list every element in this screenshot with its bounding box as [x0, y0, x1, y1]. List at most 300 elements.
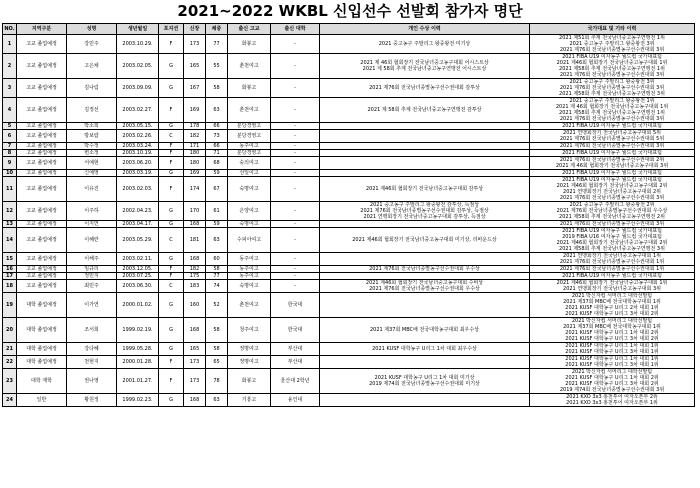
national-team-cell	[530, 177, 695, 202]
high-school: 숙명여고	[228, 221, 271, 228]
birth-date: 2003.10.29.	[117, 35, 159, 54]
university: -	[271, 123, 320, 130]
player-name: 김정선	[67, 98, 117, 123]
history-line: 2021 제58회 추계 전국남녀중고농구연맹전 3위	[559, 246, 665, 252]
history-line: 2021 제76회 전국남녀종별농구선수권대회 3위	[559, 72, 665, 78]
birth-date: 2003.06.20.	[117, 157, 159, 170]
birth-date: 2003.09.09.	[117, 79, 159, 98]
header-high-school: 출신 고교	[228, 24, 271, 35]
high-school: 청주여고	[228, 318, 271, 343]
history-line: 2021 KUSF 대학농구 U리그 3차 대회 2위	[565, 381, 659, 387]
awards-cell	[320, 253, 530, 266]
division-cell: 고교 졸업예정	[17, 221, 67, 228]
history-line: 2021 KUSF 대학농구 U리그 2차 대회 1위	[565, 305, 659, 311]
award-line: 2021 제 46회 협회장기 전국남녀중고농구대회 어시스트상	[360, 60, 489, 66]
university: -	[271, 221, 320, 228]
national-team-cell	[530, 343, 695, 356]
height: 168	[184, 394, 206, 407]
awards-cell	[320, 157, 530, 170]
history-line: 2021 중고농구 주말리그 왕중왕전 2위	[569, 202, 655, 208]
awards-cell	[320, 356, 530, 369]
birth-date: 2003.04.17.	[117, 221, 159, 228]
awards-cell	[320, 123, 530, 130]
player-name: 이유진	[67, 177, 117, 202]
division-cell: 고교 졸업예정	[17, 253, 67, 266]
national-team-cell	[530, 35, 695, 54]
height: 183	[184, 280, 206, 293]
height: 169	[184, 98, 206, 123]
awards-cell	[320, 228, 530, 253]
university: -	[271, 253, 320, 266]
national-team-cell	[530, 202, 695, 221]
table-row	[3, 394, 695, 407]
row-number: 19	[3, 293, 17, 318]
history-line: 2021 연맹회장기 전국남녀중고농구대회 3위	[563, 286, 661, 292]
row-number: 9	[3, 157, 17, 170]
university: 한국대	[271, 318, 320, 343]
table-row	[3, 266, 695, 273]
division-cell: 대학 졸업예정	[17, 318, 67, 343]
high-school: 분당경영고	[228, 150, 271, 157]
university: -	[271, 157, 320, 170]
player-name: 박수정	[67, 143, 117, 150]
player-name: 강민주	[67, 35, 117, 54]
national-team-cell	[530, 280, 695, 293]
position: G	[159, 170, 184, 177]
award-line: 2021 제76회 전국남녀종별농구선수권대회 감투상	[369, 85, 480, 91]
awards-cell	[320, 343, 530, 356]
division-cell: 대학 졸업예정	[17, 293, 67, 318]
history-line: 2021 제37회 MBC배 전국대학농구대회 1위	[563, 324, 661, 330]
position: F	[159, 266, 184, 273]
table-row	[3, 293, 695, 318]
height: 165	[184, 343, 206, 356]
university: -	[271, 35, 320, 54]
row-number: 11	[3, 177, 17, 202]
division-cell: 고교 졸업예정	[17, 150, 67, 157]
weight: 67	[206, 177, 228, 202]
division-cell: 고교 졸업예정	[17, 177, 67, 202]
position: G	[159, 221, 184, 228]
weight: 58	[206, 343, 228, 356]
height: 180	[184, 150, 206, 157]
award-line: 2021 제 58회 추계 전국남녀중고농구연맹전 감투상	[367, 107, 482, 113]
player-name: 이해주	[67, 253, 117, 266]
player-name: 고은채	[67, 54, 117, 79]
player-name: 황원정	[67, 394, 117, 407]
history-line: 2021 제 46회 협회장기 전국남녀중고농구대회 3위	[555, 163, 669, 169]
award-line: 2021 중고농구 주말리그 왕중왕전 미기상	[378, 41, 471, 47]
awards-cell	[320, 130, 530, 143]
award-line: 2021 제46회 협회장기 전국남녀중고농구대회 감투상	[365, 186, 484, 192]
birth-date: 2003.02.11.	[117, 253, 159, 266]
weight: 66	[206, 123, 228, 130]
division-cell: 고교 졸업예정	[17, 157, 67, 170]
row-number: 22	[3, 356, 17, 369]
height: 178	[184, 123, 206, 130]
awards-cell	[320, 143, 530, 150]
table-row	[3, 221, 695, 228]
header-awards: 개인 수상 이력	[320, 24, 530, 35]
history-line: 2021 FIBA U19 여자농구 월드컵 국가대표팀	[562, 54, 662, 60]
history-line: 2021 KUSF 대학농구 U리그 3차 대회 2위	[565, 311, 659, 317]
player-name: 강다혜	[67, 343, 117, 356]
weight: 63	[206, 98, 228, 123]
row-number: 8	[3, 150, 17, 157]
height: 165	[184, 54, 206, 79]
history-line: 2021 제58회 추계 전국남녀중고농구연맹전 2위	[559, 214, 665, 220]
height: 180	[184, 157, 206, 170]
university: 부산대	[271, 343, 320, 356]
table-row	[3, 54, 695, 79]
awards-cell	[320, 177, 530, 202]
high-school: 화봉고	[228, 369, 271, 394]
player-name: 변소정	[67, 150, 117, 157]
position: C	[159, 228, 184, 253]
award-line: 2021 제76회 전국남녀종별농구선수권대회 우수상	[369, 286, 480, 292]
national-team-cell	[530, 273, 695, 280]
high-school: 동주여고	[228, 266, 271, 273]
height: 168	[184, 221, 206, 228]
header-row	[3, 24, 695, 35]
birth-date: 2001.01.27.	[117, 369, 159, 394]
position: F	[159, 369, 184, 394]
weight: 78	[206, 369, 228, 394]
height: 173	[184, 356, 206, 369]
birth-date: 2003.12.05.	[117, 266, 159, 273]
position: G	[159, 202, 184, 221]
award-line: 2021 제37회 MBC배 전국대학농구대회 최우수상	[369, 327, 480, 333]
birth-date: 2003.03.19.	[117, 170, 159, 177]
height: 182	[184, 266, 206, 273]
height: 160	[184, 293, 206, 318]
university: -	[271, 54, 320, 79]
awards-cell	[320, 293, 530, 318]
position: G	[159, 394, 184, 407]
row-number: 16	[3, 266, 17, 273]
history-line: 2021 중고농구 주말리그 왕중왕전 3위	[569, 79, 655, 85]
row-number: 18	[3, 280, 17, 293]
history-line: 2021 제76회 전국남녀종별농구선수권대회 3위	[559, 221, 665, 227]
history-line: 2021 제58회 추계 전국남녀중고농구연맹전 3위	[559, 91, 665, 97]
table-row	[3, 130, 695, 143]
national-team-cell	[530, 79, 695, 98]
header-division: 지역구분	[17, 24, 67, 35]
history-line: 2021 제76회 전국남녀종별농구선수권대회 3위	[559, 143, 665, 149]
award-line: 2019 제74회 전국남녀종별농구선수권대회 미기상	[369, 381, 480, 387]
header-name: 성명	[67, 24, 117, 35]
history-line: 2021 FIBA U19 여자농구 월드컵 국가대표팀	[562, 123, 662, 129]
weight: 65	[206, 356, 228, 369]
player-name: 신예영	[67, 170, 117, 177]
history-line: 2021 중고농구 주말리그 왕중왕전 3위	[569, 41, 655, 47]
birth-date: 2003.07.25.	[117, 273, 159, 280]
awards-cell	[320, 273, 530, 280]
weight: 74	[206, 280, 228, 293]
history-line: 2021 중고농구 주말리그 왕중왕전 1위	[569, 98, 655, 104]
division-cell: 대학 재학	[17, 369, 67, 394]
row-number: 2	[3, 54, 17, 79]
height: 170	[184, 202, 206, 221]
height: 169	[184, 170, 206, 177]
position: G	[159, 318, 184, 343]
history-line: 2021 제46회 협회장기 전국남녀중고농구대회 1위	[556, 280, 668, 286]
high-school: 정명여고	[228, 356, 271, 369]
row-number: 15	[3, 253, 17, 266]
history-line: 2021 제76회 전국남녀종별농구선수권대회 3위	[559, 195, 665, 201]
weight: 68	[206, 157, 228, 170]
university: -	[271, 202, 320, 221]
high-school: 온양여고	[228, 202, 271, 221]
weight: 58	[206, 266, 228, 273]
weight: 59	[206, 170, 228, 177]
high-school: 동주여고	[228, 273, 271, 280]
height: 171	[184, 143, 206, 150]
history-line: 2021 FIBA U19 여자농구 월드컵 국가대표팀	[562, 170, 662, 176]
awards-cell	[320, 221, 530, 228]
national-team-cell	[530, 253, 695, 266]
awards-cell	[320, 150, 530, 157]
table-row	[3, 150, 695, 157]
national-team-cell	[530, 356, 695, 369]
national-team-cell	[530, 293, 695, 318]
high-school: 선일여고	[228, 170, 271, 177]
player-name: 임규리	[67, 266, 117, 273]
table-row	[3, 369, 695, 394]
row-number: 7	[3, 143, 17, 150]
awards-cell	[320, 280, 530, 293]
weight: 63	[206, 228, 228, 253]
national-team-cell	[530, 369, 695, 394]
birth-date: 2003.02.27.	[117, 98, 159, 123]
row-number: 6	[3, 130, 17, 143]
position: C	[159, 280, 184, 293]
birth-date: 1999.05.28.	[117, 343, 159, 356]
national-team-cell	[530, 98, 695, 123]
player-name: 조서희	[67, 318, 117, 343]
height: 175	[184, 273, 206, 280]
height: 181	[184, 228, 206, 253]
birth-date: 2003.05.15.	[117, 123, 159, 130]
national-team-cell	[530, 130, 695, 143]
height: 167	[184, 79, 206, 98]
history-line: 2021 제76회 전국남녀종별농구선수권대회 5위	[559, 136, 665, 142]
history-line: 2021 KXO 3x3 홍천투어 여자오픈부 1위	[566, 400, 658, 406]
history-line: 2021 FIBA U19 여자농구 월드컵 국가대표팀	[562, 150, 662, 156]
history-line: 2021 제76회 전국남녀종별농구선수권대회 1위	[559, 259, 665, 265]
division-cell: 대학 졸업예정	[17, 343, 67, 356]
history-line: 2021 제 46회 협회장기 전국남녀중고농구대회 1위	[555, 104, 669, 110]
history-line: 2021 제76회 전국남녀종별농구선수권대회 1위	[559, 266, 665, 272]
high-school: 동주여고	[228, 253, 271, 266]
history-line: 2021 연맹회장기 전국남녀중고농구대회 5위	[563, 130, 661, 136]
division-cell: 고교 졸업예정	[17, 202, 67, 221]
weight: 58	[206, 79, 228, 98]
history-line: 2021 KUSF 대학농구 U리그 3차 대회 2위	[565, 336, 659, 342]
award-line: 2021 연맹회장기 전국남녀중고농구대회 감투상, 득점상	[363, 214, 486, 220]
position: F	[159, 356, 184, 369]
table-row	[3, 253, 695, 266]
position: F	[159, 157, 184, 170]
header-university: 출신 대학	[271, 24, 320, 35]
height: 173	[184, 369, 206, 394]
award-line: 2021 제 58회 추계 전국남녀중고농구연맹전 어시스트상	[362, 66, 487, 72]
division-cell: 고교 졸업예정	[17, 123, 67, 130]
row-number: 3	[3, 79, 17, 98]
awards-cell	[320, 202, 530, 221]
award-line: 2021 제76회 전국남녀종별농구선수권대회 우수상	[369, 266, 480, 272]
participant-table	[2, 23, 695, 407]
university: -	[271, 177, 320, 202]
row-number: 4	[3, 98, 17, 123]
national-team-cell	[530, 150, 695, 157]
weight: 77	[206, 273, 228, 280]
history-line: 2021 연맹회장기 전국남녀중고농구대회 2위	[563, 189, 661, 195]
division-cell: 고교 졸업예정	[17, 130, 67, 143]
award-line: 2021 KUSF 대학농구 U리그 1차 대회 미기상	[374, 375, 475, 381]
awards-cell	[320, 98, 530, 123]
row-number: 20	[3, 318, 17, 343]
national-team-cell	[530, 266, 695, 273]
player-name: 천현지	[67, 356, 117, 369]
birth-date: 2003.06.30.	[117, 280, 159, 293]
award-line: 2021 제46회 협회장기 전국남녀중고농구대회 수비상	[365, 280, 484, 286]
history-line: 2021 KUSF 대학농구 U리그 1차 대회 2위	[565, 375, 659, 381]
player-name: 이주하	[67, 202, 117, 221]
birth-date: 2003.03.24.	[117, 143, 159, 150]
weight: 61	[206, 202, 228, 221]
history-line: 2021 제76회 전국남녀종별농구선수권대회 우수상	[556, 208, 668, 214]
position: G	[159, 293, 184, 318]
awards-cell	[320, 170, 530, 177]
history-line: 2021 FIBA U19 여자농구 월드컵 국가대표팀	[562, 273, 662, 279]
award-line: 2021 KUSF 대학농구 U리그 1차 대회 최우수상	[372, 346, 477, 352]
university: 한국대	[271, 293, 320, 318]
height: 168	[184, 318, 206, 343]
table-row	[3, 343, 695, 356]
history-line: 2021 제58회 추계 전국남녀중고농구연맹전 1위	[559, 66, 665, 72]
history-line: 2021 제46회 협회장기 전국남녀중고농구대회 2위	[556, 240, 668, 246]
birth-date: 2003.10.19.	[117, 150, 159, 157]
division-cell: 일반	[17, 394, 67, 407]
weight: 71	[206, 150, 228, 157]
header-national-team: 국가대표 및 기타 이력	[530, 24, 695, 35]
table-row	[3, 157, 695, 170]
division-cell: 고교 졸업예정	[17, 98, 67, 123]
national-team-cell	[530, 54, 695, 79]
table-row	[3, 170, 695, 177]
table-row	[3, 356, 695, 369]
division-cell: 고교 졸업예정	[17, 143, 67, 150]
position: F	[159, 273, 184, 280]
national-team-cell	[530, 157, 695, 170]
table-row	[3, 177, 695, 202]
awards-cell	[320, 394, 530, 407]
national-team-cell	[530, 143, 695, 150]
history-line: 2019 FIBA U16 여자농구 월드컵 국가대표팀	[562, 234, 662, 240]
division-cell: 고교 졸업예정	[17, 228, 67, 253]
history-line: 2021 KUSF 대학농구 U리그 1차 대회 1위	[565, 356, 659, 362]
history-line: 2021 KUSF 대학농구 U리그 3차 대회 1위	[565, 349, 659, 355]
height: 168	[184, 253, 206, 266]
high-school: 동주여고	[228, 143, 271, 150]
header-height: 신장	[184, 24, 206, 35]
high-school: 분당경영고	[228, 123, 271, 130]
national-team-cell	[530, 394, 695, 407]
history-line: 2021 제76회 전국남녀종별농구선수권대회 3위	[559, 116, 665, 122]
row-number: 1	[3, 35, 17, 54]
national-team-cell	[530, 221, 695, 228]
weight: 73	[206, 130, 228, 143]
high-school: 숙명여고	[228, 280, 271, 293]
row-number: 21	[3, 343, 17, 356]
player-name: 정민지	[67, 273, 117, 280]
awards-cell	[320, 35, 530, 54]
birth-date: 1999.02.23.	[117, 394, 159, 407]
birth-date: 2003.02.03.	[117, 177, 159, 202]
position: F	[159, 177, 184, 202]
row-number: 10	[3, 170, 17, 177]
history-line: 2021 제46회 협회장기 전국남녀중고농구대회 1위	[556, 60, 668, 66]
division-cell: 고교 졸업예정	[17, 79, 67, 98]
page-title: 2021~2022 WKBL 신입선수 선발회 참가자 명단	[177, 2, 523, 20]
division-cell: 고교 졸업예정	[17, 273, 67, 280]
position: F	[159, 150, 184, 157]
national-team-cell	[530, 318, 695, 343]
position: G	[159, 253, 184, 266]
university: -	[271, 79, 320, 98]
row-number: 13	[3, 221, 17, 228]
history-line: 2021 박신자컵 서머리그 대학선발팀	[571, 293, 653, 299]
university: -	[271, 280, 320, 293]
height: 182	[184, 130, 206, 143]
awards-cell	[320, 79, 530, 98]
row-number: 17	[3, 273, 17, 280]
player-name: 최민주	[67, 280, 117, 293]
birth-date: 2002.04.23.	[117, 202, 159, 221]
university: -	[271, 130, 320, 143]
award-line: 2021 제76회 전국남녀종별농구선수권대회 감투상, 득점상	[360, 208, 489, 214]
university: 부산대	[271, 356, 320, 369]
high-school: 춘천여고	[228, 98, 271, 123]
weight: 52	[206, 293, 228, 318]
birth-date: 2000.01.02.	[117, 293, 159, 318]
table-row	[3, 202, 695, 221]
division-cell: 대학 졸업예정	[17, 356, 67, 369]
birth-date: 2003.05.29.	[117, 228, 159, 253]
table-row	[3, 273, 695, 280]
history-line: 2021 제76회 전국남녀종별농구선수권대회 2위	[559, 157, 665, 163]
history-line: 2021 제37회 MBC배 전국대학농구대회 1위	[563, 299, 661, 305]
table-row	[3, 79, 695, 98]
position: G	[159, 343, 184, 356]
row-number: 24	[3, 394, 17, 407]
weight: 77	[206, 35, 228, 54]
high-school: 분당경영고	[228, 130, 271, 143]
awards-cell	[320, 318, 530, 343]
national-team-cell	[530, 170, 695, 177]
weight: 58	[206, 318, 228, 343]
position: F	[159, 143, 184, 150]
player-name: 권나영	[67, 369, 117, 394]
table-row	[3, 280, 695, 293]
table-row	[3, 228, 695, 253]
university: -	[271, 143, 320, 150]
high-school: 수피아여고	[228, 228, 271, 253]
history-line: 2021 연맹회장기 전국남녀중고농구대회 1위	[563, 253, 661, 259]
weight: 60	[206, 253, 228, 266]
high-school: 기흥고	[228, 394, 271, 407]
